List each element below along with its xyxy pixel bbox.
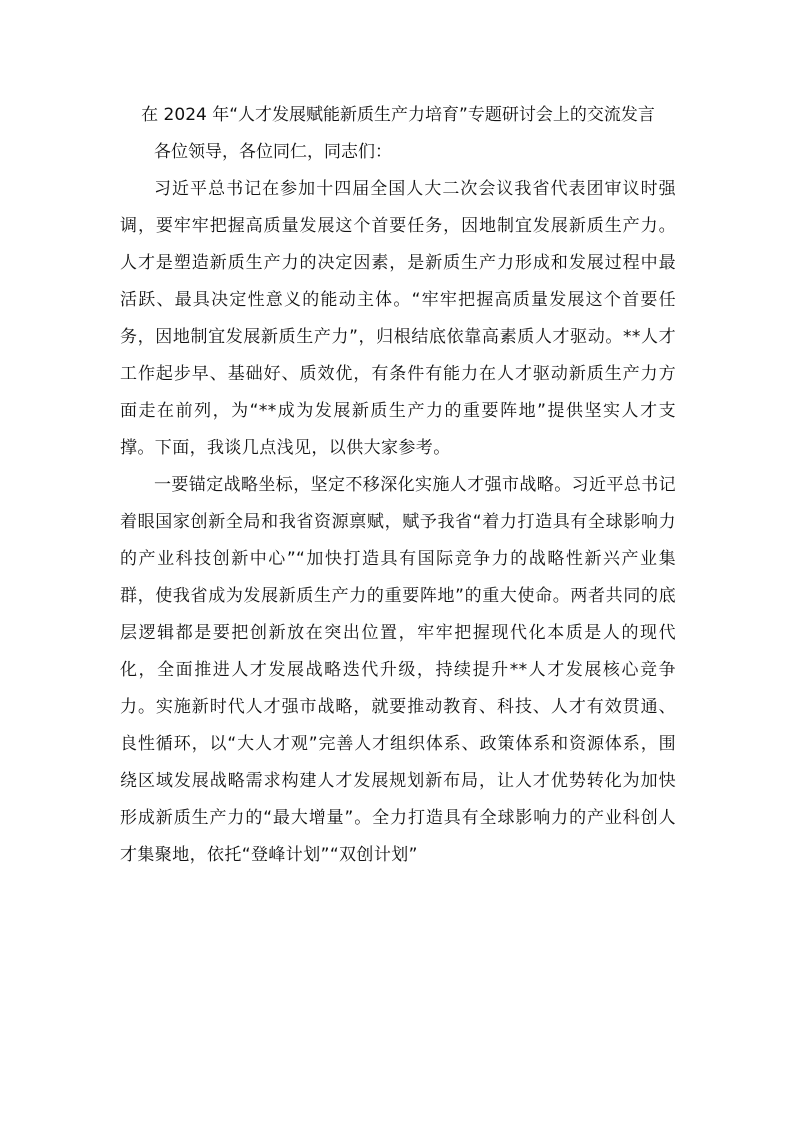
document-title: 在 2024 年“人才发展赋能新质生产力培育”专题研讨会上的交流发言 [141, 105, 655, 125]
paragraph-intro: 习近平总书记在参加十四届全国人大二次会议我省代表团审议时强调，要牢牢把握高质量发展这个首要任务，因地制宜发展新质生产力。人才是塑造新质生产力的决定因素，是新质生产力形成和发展过程中最活跃、最具决定性意义的能动主体。“牢牢把握高质量发展这个首要任务，因地制宜发展新质生产力”，归根结底依靠高素质人才驱动。**人才工作起步早、基础好、质效优，有条件有能力在人才驱动新质生产力方面走在前列，为“**成为发展新质生产力的重要阵地”提供坚实人才支撑。下面，我谈几点浅见，以供大家参考。 [120, 179, 676, 458]
greeting: 各位领导，各位同仁，同志们： [154, 142, 392, 162]
document-body [120, 97, 676, 874]
paragraph-strategy: 一要锚定战略坐标，坚定不移深化实施人才强市战略。习近平总书记着眼国家创新全局和我省资源禀赋，赋予我省“着力打造具有全球影响力的产业科技创新中心”“加快打造具有国际竞争力的战略性新兴产业集群，使我省成为发展新质生产力的重要阵地”的重大使命。两者共同的底层逻辑都是要把创新放在突出位置，牢牢把握现代化本质是人的现代化，全面推进人才发展战略迭代升级，持续提升**人才发展核心竞争力。实施新时代人才强市战略，就要推动教育、科技、人才有效贯通、良性循环，以“大人才观”完善人才组织体系、政策体系和资源体系，围绕区域发展战略需求构建人才发展规划新布局，让人才优势转化为加快形成新质生产力的“最大增量”。全力打造具有全球影响力的产业科创人才集聚地，依托“登峰计划”“双创计划” [120, 475, 676, 865]
